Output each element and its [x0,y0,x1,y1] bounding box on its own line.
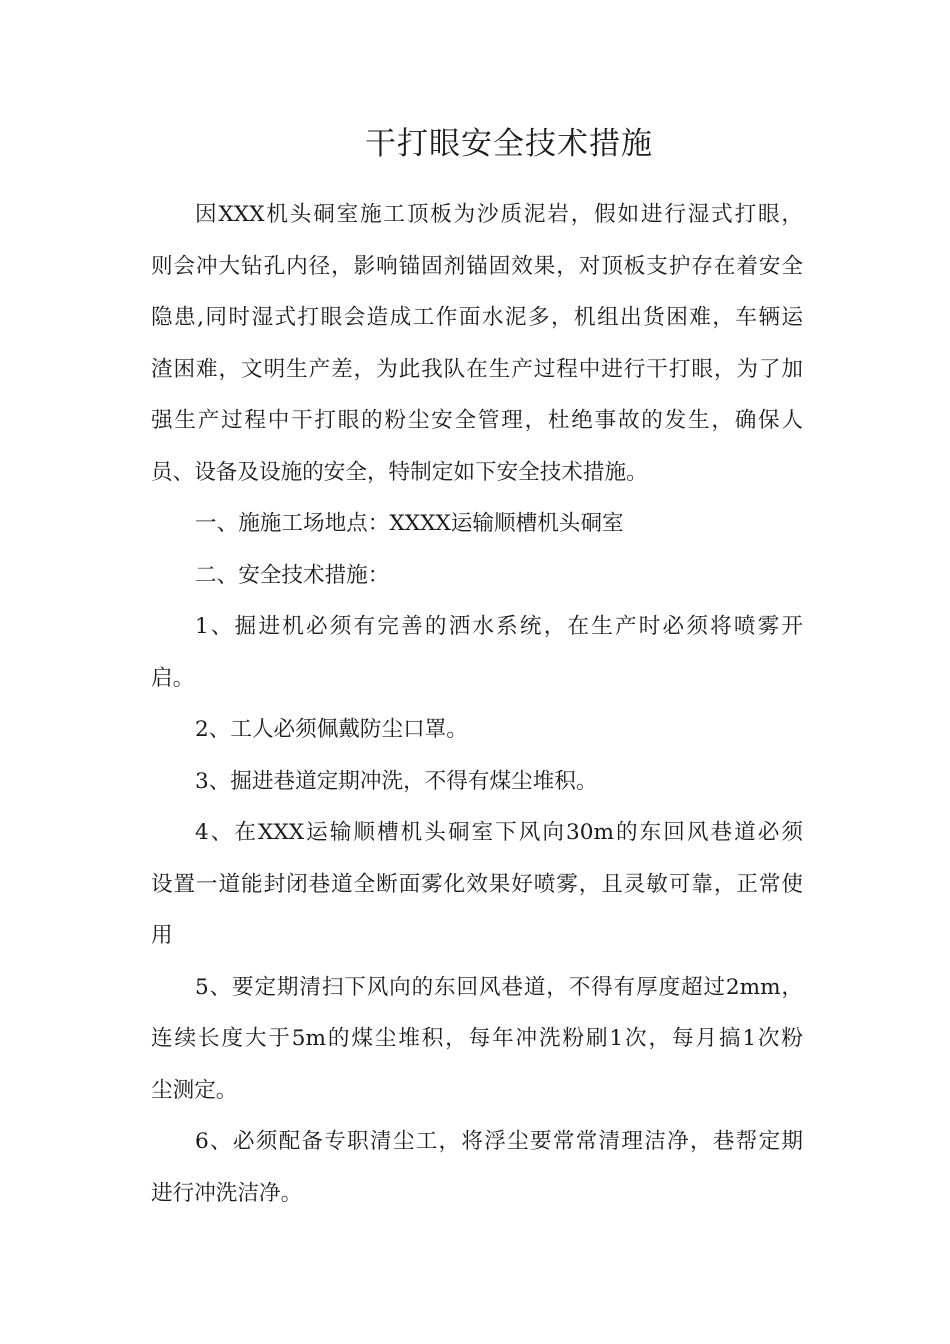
measure-item-6 [151,1116,803,1219]
text-line: 尘测定。 [151,1077,238,1103]
document-title: 干打眼安全技术措施 [365,126,653,162]
text-line: 二、安全技术措施： [195,562,390,588]
measure-item-4 [151,807,803,962]
text-line: 用 [151,923,173,948]
text-line: 则会冲大钻孔内径，影响锚固剂锚固效果，对顶板支护存在着安全 [151,253,803,279]
text-line: 连续长度大于5m的煤尘堆积，每年冲洗粉刷1次，每月搞1次粉 [151,1026,803,1051]
document-body [151,189,803,1219]
text-line: 3、掘进巷道定期冲洗，不得有煤尘堆积。 [195,768,598,794]
text-line: 进行冲洗洁净。 [151,1180,303,1206]
measure-item-2 [151,704,803,756]
text-line: 渣困难，文明生产差，为此我队在生产过程中进行干打眼，为了加 [151,356,803,382]
text-line: 因XXX机头硐室施工顶板为沙质泥岩，假如进行湿式打眼， [195,202,803,227]
text-line: 强生产过程中干打眼的粉尘安全管理，杜绝事故的发生，确保人 [151,408,803,433]
text-line: 6、必须配备专职清尘工，将浮尘要常常清理洁净，巷帮定期 [195,1129,803,1154]
text-line: 启。 [151,665,195,691]
text-line: 员、设备及设施的安全，特制定如下安全技术措施。 [151,459,648,485]
text-line: 4、在XXX运输顺槽机头硐室下风向30m的东回风巷道必须 [195,820,803,845]
section-location [151,498,803,550]
intro-paragraph [151,189,803,498]
measure-item-1 [151,601,803,704]
section-measures-heading [151,550,803,602]
text-line: 5、要定期清扫下风向的东回风巷道，不得有厚度超过2mm， [195,974,803,1000]
text-line: 1、掘进机必须有完善的洒水系统，在生产时必须将喷雾开 [195,614,803,639]
measure-item-3 [151,756,803,808]
text-line: 隐患,同时湿式打眼会造成工作面水泥多，机组出货困难，车辆运 [151,305,803,330]
measure-item-5 [151,962,803,1117]
text-line: 设置一道能封闭巷道全断面雾化效果好喷雾，且灵敏可靠，正常使 [151,871,803,897]
text-line: 一、施施工场地点：XXXX运输顺槽机头硐室 [195,511,624,536]
text-line: 2、工人必须佩戴防尘口罩。 [195,717,468,742]
